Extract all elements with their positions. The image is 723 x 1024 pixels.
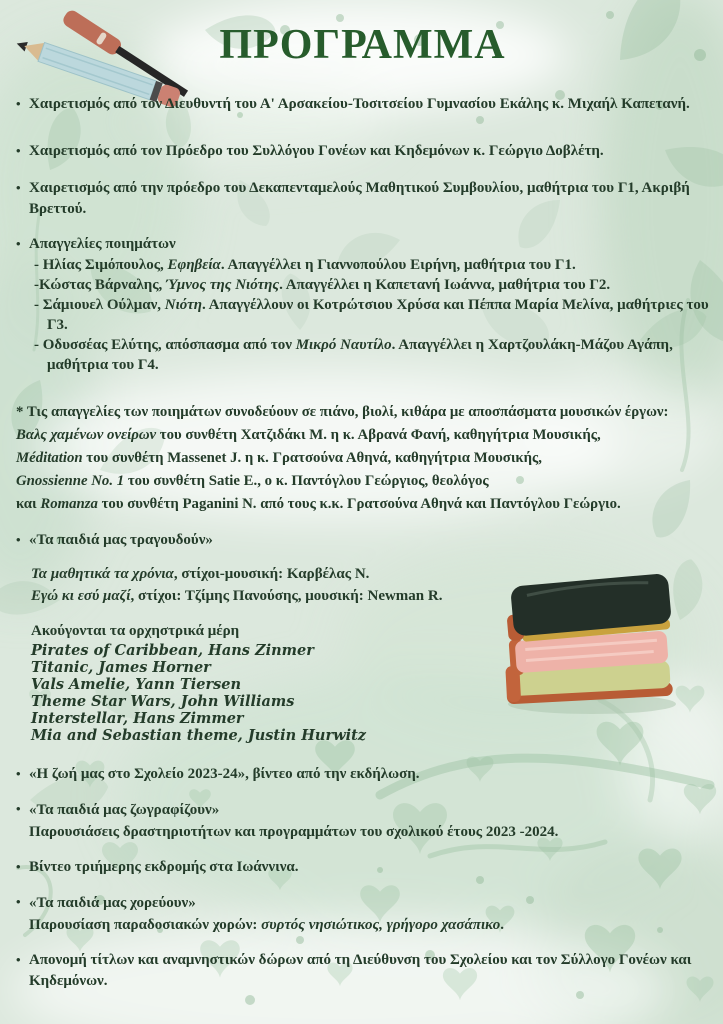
poem-title: Μικρό Ναυτίλο: [295, 337, 392, 354]
bullet-marker: •: [16, 766, 21, 782]
orchestral-heading: Ακούγονται τα ορχηστρικά μέρη: [31, 623, 240, 640]
sing-section-heading: [16, 530, 709, 551]
painting-line: Παρουσιάσεις δραστηριοτήτων και προγραμμάτων του σχολικού έτους 2023 -2024.: [29, 824, 559, 841]
bullet-marker: •: [16, 801, 21, 817]
video-item: [16, 764, 709, 785]
orchestral-piece: Interstellar, Hans Zimmer: [31, 710, 244, 728]
poem-author: - Σάμιουελ Ούλμαν,: [34, 297, 165, 314]
awards-text: Απονομή τίτλων και αναμνηστικών δώρων από τη Διεύθυνση του Σχολείου και τον Σύλλογο Γονέων και Κηδεμόνων.: [29, 952, 692, 990]
greeting-item-director: [16, 94, 709, 115]
greeting-text: Χαιρετισμός από την πρόεδρο του Δεκαπενταμελούς Μαθητικού Συμβουλίου, μαθήτρια του Γ1, Ακριβή Βρεττού.: [29, 180, 690, 218]
song-title: Τα μαθητικά τα χρόνια: [31, 566, 174, 583]
painting-heading: «Τα παιδιά μας ζωγραφίζουν»: [29, 802, 220, 819]
video-item-text: «Η ζωή μας στο Σχολείο 2023-24», βίντεο από την εκδήλωση.: [29, 766, 420, 783]
dance-heading: «Τα παιδιά μας χορεύουν»: [29, 895, 196, 912]
orchestral-pieces-list: [31, 642, 709, 744]
painting-item: [16, 799, 709, 843]
greeting-text: Χαιρετισμός από τον Διευθυντή του Α' Αρσακείου-Τοσιτσείου Γυμνασίου Εκάλης κ. Μιχαήλ Καπετανή.: [29, 96, 690, 113]
poem-item: [34, 335, 709, 375]
bullet-marker: •: [16, 143, 21, 159]
music-piece: και Romanza του συνθέτη Paganini N. από τους κ.κ. Γρατσούνα Αθηνά και Παντόγλου Γεώργιο.: [16, 496, 621, 513]
song-title: Εγώ κι εσύ μαζί: [31, 588, 131, 605]
orchestral-piece: Mia and Sebastian theme, Justin Hurwitz: [31, 727, 367, 745]
vocal-song: [31, 585, 709, 607]
dance-styles: συρτός νησιώτικος, γρήγορο χασάπικο: [261, 917, 501, 934]
music-piece: Βαλς χαμένων ονείρων του συνθέτη Χατζιδάκι Μ. η κ. Αβρανά Φανή, καθηγήτρια Μουσικής,: [16, 427, 601, 444]
bullet-marker: •: [16, 96, 21, 112]
vocal-songs-list: [31, 563, 709, 607]
music-note-intro: * Τις απαγγελίες των ποιημάτων συνοδεύουν σε πιάνο, βιολί, κιθάρα με αποσπάσματα μουσικών έργων:: [16, 404, 669, 421]
vocal-song: [31, 563, 709, 585]
orchestral-piece: Pirates of Caribbean, Hans Zinmer: [31, 642, 314, 660]
music-piece: Méditation του συνθέτη Massenet J. η κ. Γρατσούνα Αθηνά, καθηγήτρια Μουσικής,: [16, 450, 542, 467]
orchestral-piece: Theme Star Wars, John Williams: [31, 693, 295, 711]
bullet-marker: •: [16, 532, 21, 548]
trip-video-item: [16, 857, 709, 878]
page-title: ΠΡΟΓΡΑΜΜΑ: [219, 22, 506, 68]
music-piece: Gnossienne No. 1 του συνθέτη Satie E., ο κ. Παντόγλου Γεώργιος, θεολόγος: [16, 473, 489, 490]
trip-video-text: Βίντεο τριήμερης εκδρομής στα Ιωάννινα.: [29, 859, 299, 876]
greeting-item-student-council: [16, 178, 709, 220]
poems-section-heading: [16, 234, 709, 255]
music-work-title: Méditation: [16, 450, 83, 467]
music-work-title: Βαλς χαμένων ονείρων: [16, 427, 157, 444]
poem-author: - Ηλίας Σιμόπουλος,: [34, 257, 168, 274]
poem-title: Νιότη: [164, 297, 202, 314]
bullet-marker: •: [16, 180, 21, 196]
greeting-text: Χαιρετισμός από τον Πρόεδρο του Συλλόγου Γονέων και Κηδεμόνων κ. Γεώργιο Δοβλέτη.: [29, 143, 604, 160]
poem-list: [16, 255, 709, 375]
poem-author: -Κώστας Βάρναλης,: [34, 277, 167, 294]
poem-reciter: . Απαγγέλλει η Γιαννοπούλου Ειρήνη, μαθήτρια του Γ1.: [220, 257, 576, 274]
bullet-marker: •: [16, 859, 21, 875]
orchestral-piece: Titanic, James Horner: [31, 659, 211, 677]
poem-title: Εφηβεία: [167, 257, 221, 274]
awards-item: [16, 950, 709, 992]
greeting-item-parents-president: [16, 141, 709, 162]
poem-item: [34, 255, 709, 275]
sing-heading-text: «Τα παιδιά μας τραγουδούν»: [29, 532, 213, 549]
dance-item: [16, 892, 709, 936]
song-credits: , στίχοι: Τζίμης Πανούσης, μουσική: Newman R.: [130, 588, 443, 605]
orchestral-piece: Vals Amelie, Yann Tiersen: [31, 676, 242, 694]
bullet-marker: •: [16, 236, 21, 252]
music-work-title: Romanza: [40, 496, 98, 513]
poems-heading-text: Απαγγελίες ποιημάτων: [29, 236, 176, 253]
dance-line: Παρουσίαση παραδοσιακών χορών: συρτός νησιώτικος, γρήγορο χασάπικο.: [29, 917, 505, 934]
poem-reciter: . Απαγγέλλει η Χαρτζουλάκη-Μάζου Αγάπη, μαθήτρια του Γ4.: [47, 337, 673, 374]
poem-item: [34, 275, 709, 295]
bullet-marker: •: [16, 894, 21, 910]
poem-reciter: . Απαγγέλλουν οι Κοτρώτσιου Χρύσα και Πέππα Μαρία Μελίνα, μαθήτριες του Γ3.: [47, 297, 709, 334]
poem-reciter: . Απαγγέλλει η Καπετανή Ιωάννα, μαθήτρια του Γ2.: [279, 277, 611, 294]
bullet-marker: •: [16, 952, 21, 968]
poem-item: [34, 295, 709, 335]
music-work-title: Gnossienne No. 1: [16, 473, 125, 490]
poem-author: - Οδυσσέας Ελύτης, απόσπασμα από τον: [34, 337, 296, 354]
poem-title: Ύμνος της Νιότης: [166, 277, 280, 294]
music-accompaniment-note: [16, 401, 709, 516]
song-credits: , στίχοι-μουσική: Καρβέλας Ν.: [173, 566, 370, 583]
